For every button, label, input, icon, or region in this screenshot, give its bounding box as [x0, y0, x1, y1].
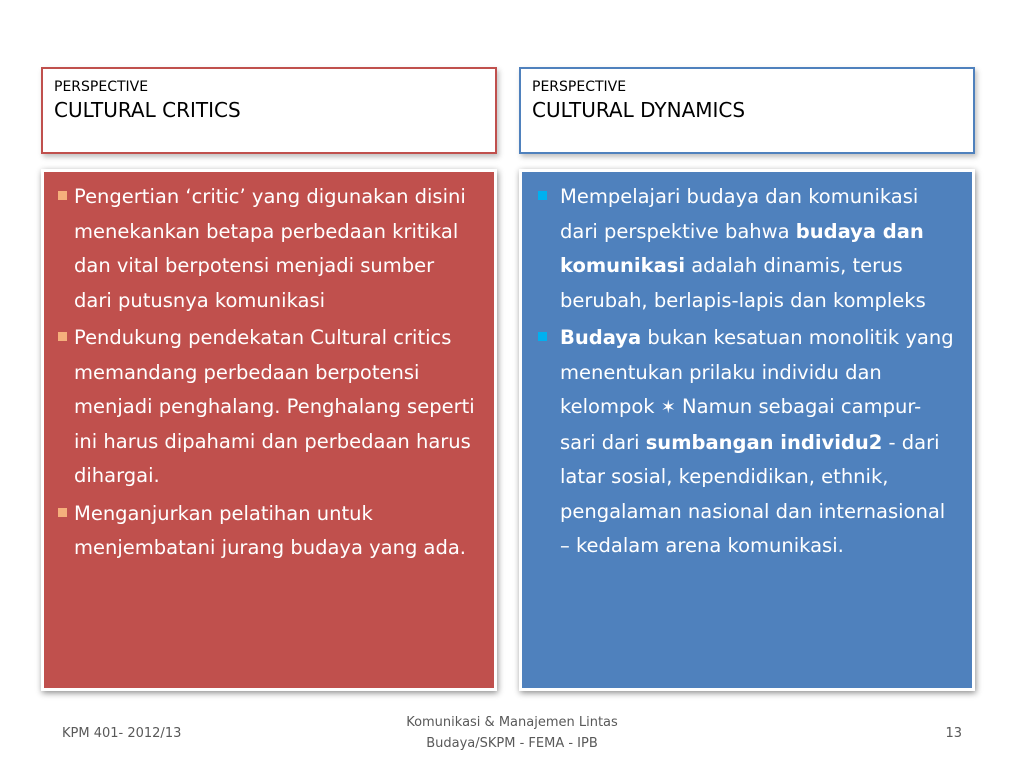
bullet-text-bold: Budaya: [560, 326, 642, 349]
content-cultural-critics: [41, 169, 497, 691]
square-bullet-icon: [58, 191, 67, 200]
square-bullet-icon: [538, 332, 547, 341]
header-cultural-critics: [41, 67, 497, 154]
bullet-text: Pendukung pendekatan Cultural critics memandang perbedaan berpotensi menjadi penghalang. Penghalang seperti ini harus dipahami dan perbedaan harus dihargai.: [74, 326, 475, 487]
header-small-label: PERSPECTIVE: [532, 79, 627, 95]
header-cultural-dynamics: [519, 67, 975, 154]
footer-title-line: Budaya/SKPM - FEMA - IPB: [426, 736, 598, 751]
bullet-text-bold: sumbangan individu2: [645, 430, 883, 454]
header-title: CULTURAL CRITICS: [54, 98, 241, 122]
bullet-text: Menganjurkan pelatihan untuk menjembatani jurang budaya yang ada.: [74, 501, 466, 559]
square-bullet-icon: [58, 332, 67, 341]
bullet-text: adalah dinamis, terus berubah, berlapis-lapis dan kompleks: [560, 254, 926, 312]
header-small-label: PERSPECTIVE: [54, 79, 149, 95]
footer-course-code: KPM 401- 2012/13: [62, 726, 182, 741]
content-cultural-dynamics: [519, 169, 975, 691]
bullet-text-bold: budaya dan komunikasi: [560, 219, 924, 277]
bullet-text: Namun sebagai campur-sari dari: [560, 395, 922, 454]
bullet-text: Mempelajari budaya dan komunikasi dari perspektive bahwa: [560, 185, 919, 243]
square-bullet-icon: [58, 508, 67, 517]
star-icon: ✶: [660, 397, 676, 418]
bullet-text: - dari latar sosial, kependidikan, ethnik, pengalaman nasional dan internasional – kedalam arena komunikasi.: [560, 430, 946, 557]
list-item: [56, 321, 478, 494]
list-item: [534, 180, 956, 318]
footer-course-title: [372, 712, 652, 754]
bullet-text: bukan kesatuan monolitik yang menentukan prilaku individu dan kelompok: [560, 326, 954, 418]
footer-title-line: Komunikasi & Manajemen Lintas: [406, 715, 618, 730]
slide-number: 13: [945, 726, 962, 741]
header-title: CULTURAL DYNAMICS: [532, 98, 746, 122]
bullet-list: [56, 180, 478, 566]
square-bullet-icon: [538, 191, 547, 200]
list-item: [534, 321, 956, 564]
bullet-list: [534, 180, 956, 564]
list-item: [56, 497, 478, 566]
list-item: [56, 180, 478, 318]
bullet-text: Pengertian ‘critic’ yang digunakan disini menekankan betapa perbedaan kritikal dan vital berpotensi menjadi sumber dari putusnya komunikasi: [74, 185, 466, 312]
